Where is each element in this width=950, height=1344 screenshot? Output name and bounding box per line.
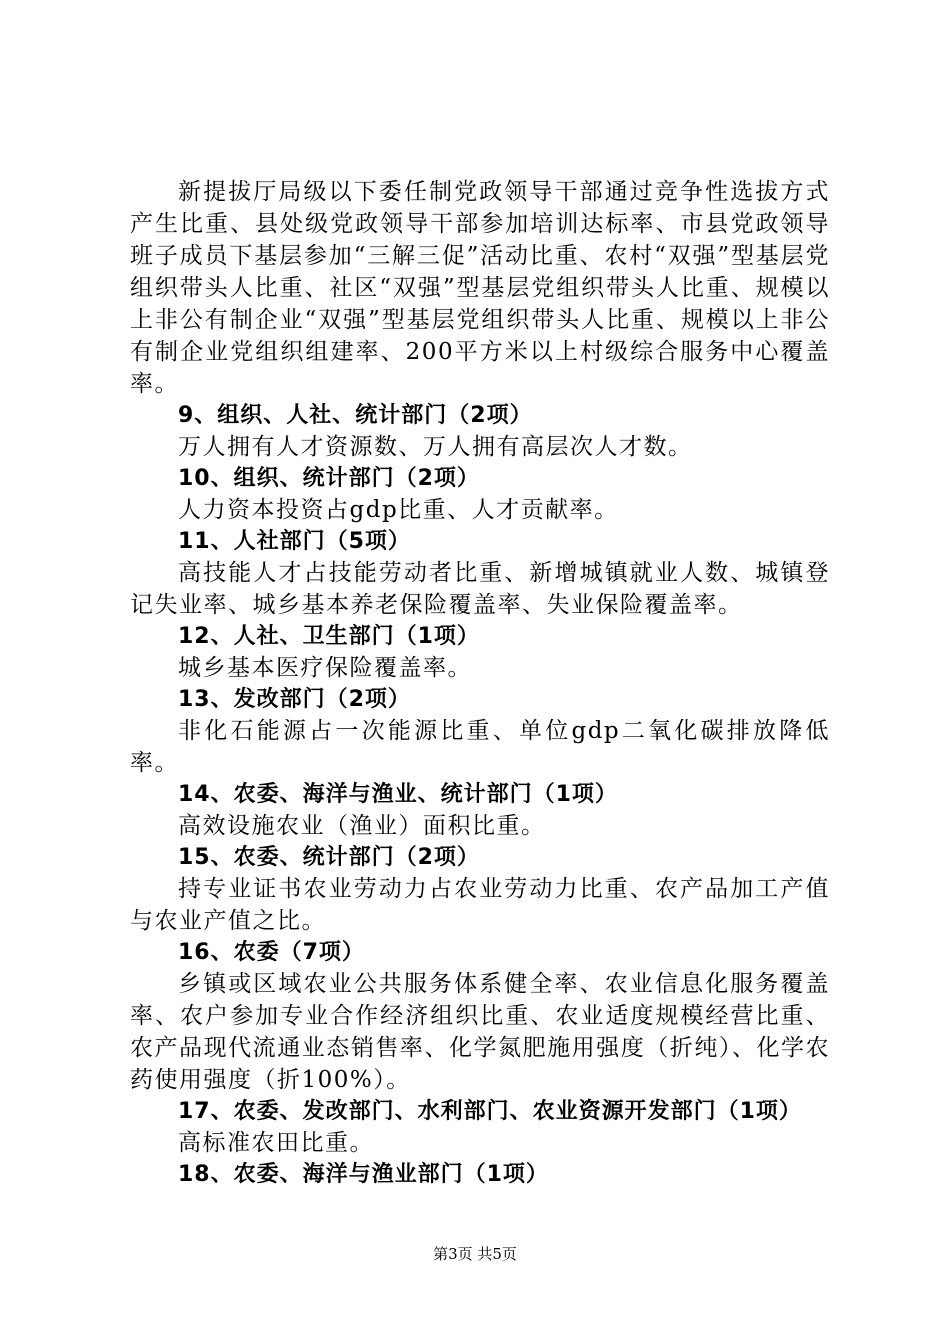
section-heading: 18、农委、海洋与渔业部门（1项） (178, 1162, 549, 1187)
document-body (130, 176, 830, 1190)
paragraph: 新提拔厅局级以下委任制党政领导干部通过竞争性选拔方式产生比重、县处级党政领导干部参加培训达标率、市县党政领导班子成员下基层参加“三解三促”活动比重、农村“双强”型基层党组织带头人比重、社区“双强”型基层党组织带头人比重、规模以上非公有制企业“双强”型基层党组织带头人比重、规模以上非公有制企业党组织组建率、200平方米以上村级综合服务中心覆盖率。 (130, 179, 830, 397)
paragraph: 万人拥有人才资源数、万人拥有高层次人才数。 (178, 434, 693, 460)
section-heading: 15、农委、统计部门（2项） (178, 845, 480, 870)
section-heading: 17、农委、发改部门、水利部门、农业资源开发部门（1项） (178, 1099, 802, 1124)
paragraph: 城乡基本医疗保险覆盖率。 (178, 655, 472, 681)
paragraph: 高标准农田比重。 (178, 1130, 374, 1156)
paragraph: 非化石能源占一次能源比重、单位gdp二氧化碳排放降低率。 (130, 718, 830, 776)
section-heading: 11、人社部门（5项） (178, 529, 411, 554)
paragraph: 高效设施农业（渔业）面积比重。 (178, 813, 546, 839)
paragraph: 人力资本投资占gdp比重、人才贡献率。 (178, 497, 619, 523)
section-heading: 14、农委、海洋与渔业、统计部门（1项） (178, 782, 618, 807)
paragraph: 乡镇或区域农业公共服务体系健全率、农业信息化服务覆盖率、农户参加专业合作经济组织比重、农业适度规模经营比重、农产品现代流通业态销售率、化学氮肥施用强度（折纯）、化学农药使用强度（折100%）。 (130, 971, 830, 1093)
page-footer: 第3页 共5页 (433, 1245, 517, 1263)
paragraph: 高技能人才占技能劳动者比重、新增城镇就业人数、城镇登记失业率、城乡基本养老保险覆盖率、失业保险覆盖率。 (130, 560, 830, 618)
section-heading: 12、人社、卫生部门（1项） (178, 624, 480, 649)
section-heading: 10、组织、统计部门（2项） (178, 466, 480, 491)
paragraph: 持专业证书农业劳动力占农业劳动力比重、农产品加工产值与农业产值之比。 (130, 876, 830, 934)
section-heading: 16、农委（7项） (178, 940, 365, 965)
section-heading: 9、组织、人社、统计部门（2项） (178, 403, 533, 428)
section-heading: 13、发改部门（2项） (178, 687, 411, 712)
